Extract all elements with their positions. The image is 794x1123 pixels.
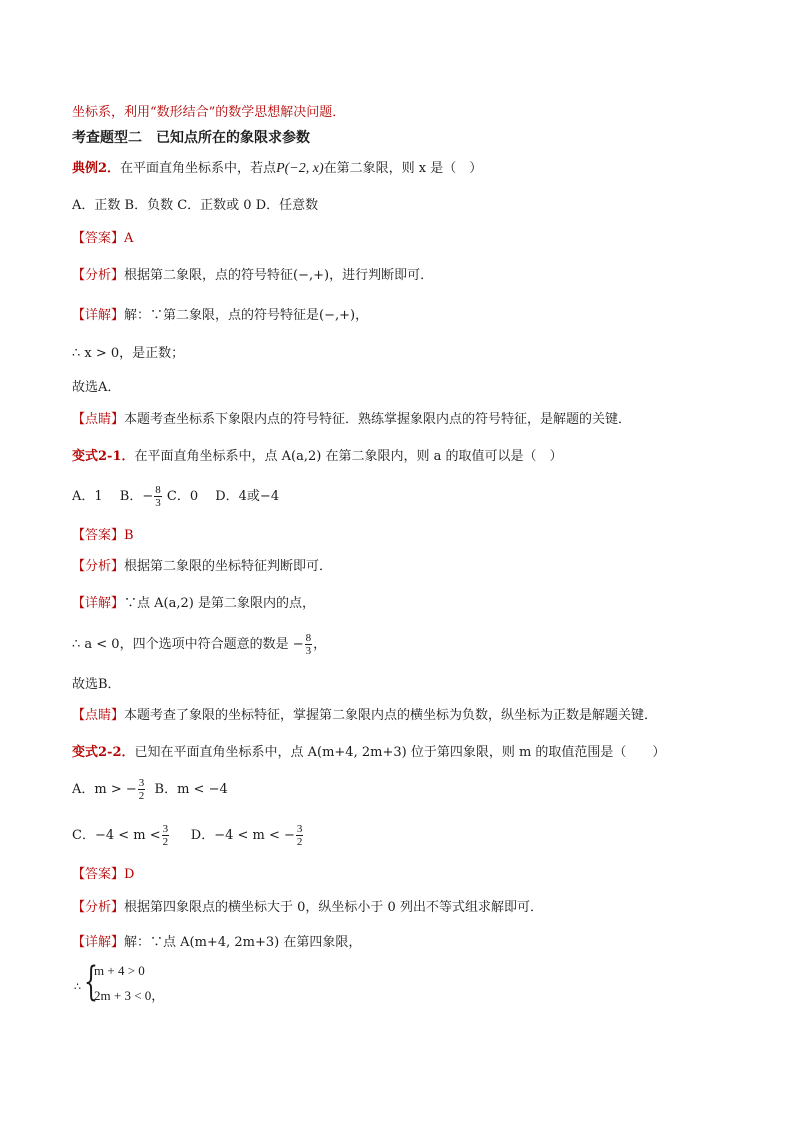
answer-value: A (124, 231, 134, 246)
analysis-line (72, 267, 433, 285)
inequality-system (72, 960, 192, 1010)
answer-line: 【答案】D (72, 867, 135, 882)
variant-label: 变式2-1． (72, 449, 135, 464)
detail-line (72, 307, 368, 325)
question-text: 已知在平面直角坐标系中，点 A(m+4, 2m+3) 位于第四象限，则 m 的取值范围是（ ） (134, 745, 666, 760)
option-text: D．−4 < m < − (190, 828, 295, 843)
analysis-tag: 【分析】 (72, 268, 125, 283)
analysis-text: 根据第四象限点的横坐标大于 0，纵坐标小于 0 列出不等式组求解即可． (124, 900, 543, 915)
comment-text: 本题考查坐标系下象限内点的符号特征．熟练掌握象限内点的符号特征，是解题的关键． (124, 412, 632, 427)
analysis-text: 根据第二象限的坐标特征判断即可． (124, 559, 333, 574)
answer-value: D (124, 867, 135, 882)
variant-2-1-options (72, 484, 279, 510)
comment-line: 【点睛】本题考查了象限的坐标特征，掌握第二象限内点的横坐标为负数，纵坐标为正数是解题关键． (72, 708, 658, 723)
inequality-row: m + 4 > 0 (94, 963, 145, 978)
fraction: $\frac{8}{3}$ (155, 484, 161, 509)
analysis-line: 【分析】根据第二象限的坐标特征判断即可． (72, 559, 333, 574)
detail-line: 故选B． (72, 677, 121, 692)
detail-line: ∴ x > 0，是正数； (72, 346, 185, 361)
option-text: A．m > − (72, 782, 137, 797)
detail-text: 解：∵点 A(m+4, 2m+3) 在第四象限， (124, 935, 362, 950)
fraction: $\frac{3}{2}$ (138, 777, 145, 802)
answer-value: B (124, 528, 134, 543)
fraction: $\frac{3}{2}$ (162, 823, 169, 848)
option-text: A．1 B．− (72, 489, 154, 504)
comment-line (72, 411, 631, 429)
example-2-options: A．正数 B．负数 C．正数或 0 D．任意数 (72, 198, 319, 213)
point-expression: P(−2, x) (276, 161, 324, 176)
option-text: B．m < −4 (154, 782, 228, 797)
detail-line: 【详解】解：∵点 A(m+4, 2m+3) 在第四象限， (72, 935, 362, 950)
comment-tag: 【点睛】 (72, 412, 125, 427)
fraction: $\frac{3}{2}$ (296, 823, 303, 848)
option-text: C．0 D．4或−4 (166, 489, 280, 504)
detail-line: 【详解】∵点 A(a,2) 是第二象限内的点， (72, 596, 315, 611)
question-text: 在平面直角坐标系中，点 A(a,2) 在第二象限内，则 a 的取值可以是（ ） (134, 449, 563, 464)
example-label: 典例2． (72, 161, 121, 176)
question-text: 在平面直角坐标系中，若点 (120, 161, 277, 176)
question-text: 在第二象限，则 x 是（ ） (323, 161, 483, 176)
analysis-text: 根据第二象限，点的符号特征(−,+)，进行判断即可． (124, 268, 434, 283)
detail-line: 故选A． (72, 380, 121, 395)
variant-2-1-question (72, 448, 562, 466)
detail-text: ∵点 A(a,2) 是第二象限内的点， (124, 596, 315, 611)
answer-line (72, 230, 133, 248)
detail-line: ∴ a < 0，四个选项中符合题意的数是 − $\frac{8}{3}$ ， (72, 632, 327, 657)
intro-line: 坐标系，利用“数形结合”的数学思想解决问题． (72, 105, 346, 120)
variant-label: 变式2-2． (72, 745, 135, 760)
variant-2-2-options-cd (72, 823, 304, 849)
answer-line: 【答案】B (72, 528, 134, 543)
detail-tag: 【详解】 (72, 308, 125, 323)
variant-2-2-question (72, 744, 665, 762)
analysis-line: 【分析】根据第四象限点的横坐标大于 0，纵坐标小于 0 列出不等式组求解即可． (72, 900, 543, 915)
detail-text: 解：∵第二象限，点的符号特征是(−,+)， (124, 308, 369, 323)
section-heading: 考查题型二 已知点所在的象限求参数 (72, 130, 310, 146)
brace-symbol: { (84, 959, 98, 1005)
comment-text: 本题考查了象限的坐标特征，掌握第二象限内点的横坐标为负数，纵坐标为正数是解题关键． (124, 708, 658, 723)
answer-tag: 【答案】 (72, 231, 125, 246)
inequality-row: 2m + 3 < 0， (94, 988, 165, 1003)
variant-2-2-options-ab (72, 777, 228, 803)
fraction: $\frac{8}{3}$ (305, 632, 312, 657)
therefore-symbol: ∴ (74, 980, 81, 993)
example-2-question (72, 160, 482, 178)
option-text: C．−4 < m < (72, 828, 161, 843)
